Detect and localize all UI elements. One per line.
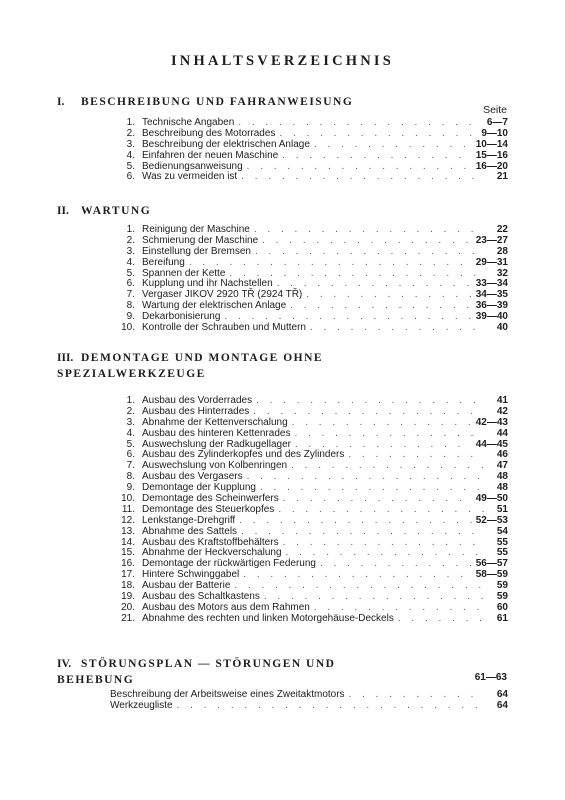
entry-number: 1. <box>126 224 135 235</box>
entry-title: Beschreibung der Arbeitsweise eines Zweitaktmotors <box>110 689 345 700</box>
section-heading-1: I. BESCHREIBUNG UND FAHRANWEISUNG <box>57 96 354 108</box>
entry-number: 6. <box>126 171 135 183</box>
entry-title: Demontage des Scheinwerfers <box>142 493 279 505</box>
section-2-list <box>110 225 508 334</box>
entry-title: Bereifung <box>142 256 185 268</box>
entry-page: 55 <box>496 536 508 548</box>
entry-title: Kupplung und ihr Nachstellen <box>142 278 273 290</box>
entry-number: 8. <box>126 300 135 312</box>
entry-title: Einstellung der Bremsen <box>142 245 251 257</box>
entry-title: Auswechslung der Radkugellager <box>142 438 291 450</box>
entry-title: Vergaser JIKOV 2920 TŘ (2924 TŘ) <box>142 289 303 301</box>
entry-number: 5. <box>126 267 135 279</box>
leader-dots <box>291 461 484 472</box>
entry-number: 11. <box>121 503 135 515</box>
leader-dots <box>189 258 472 269</box>
leader-dots <box>260 483 484 494</box>
page-title: INHALTSVERZEICHNIS <box>170 53 395 69</box>
entry-number: 4. <box>126 427 135 439</box>
entry-title: Ausbau des Vorderrades <box>142 395 253 406</box>
entry-title: Wartung der elektrischen Anlage <box>142 300 287 312</box>
entry-number: 2. <box>126 405 135 417</box>
entry-page: 23—27 <box>475 234 508 246</box>
entry-page: 60 <box>496 601 508 613</box>
entry-number: 1. <box>126 117 135 128</box>
entry-title: Reinigung der Maschine <box>142 224 250 235</box>
entry-page: 39—40 <box>475 311 508 323</box>
section-4-list <box>110 690 508 712</box>
leader-dots <box>243 570 471 581</box>
entry-title: Ausbau des hinteren Kettenrades <box>142 427 291 439</box>
leader-dots <box>277 279 472 290</box>
leader-dots <box>398 614 484 625</box>
entry-number: 20. <box>121 601 135 613</box>
entry-title: Werkzeugliste <box>110 699 173 711</box>
entry-page: 52—53 <box>475 514 508 526</box>
leader-dots <box>290 301 472 312</box>
entry-number: 10. <box>121 322 135 334</box>
entry-title: Abnahme des rechten und linken Motorgehäuse-Deckels <box>142 612 394 624</box>
entry-page: 64 <box>496 699 508 711</box>
entry-title: Bedienungsanweisung <box>142 160 243 172</box>
entry-page: 59 <box>496 580 508 592</box>
leader-dots <box>349 690 484 701</box>
entry-title: Was zu vermeiden ist <box>142 171 238 183</box>
entry-page: 61 <box>496 612 508 624</box>
entry-title: Beschreibung der elektrischen Anlage <box>142 138 310 150</box>
entry-title: Kontrolle der Schrauben und Muttern <box>142 322 306 334</box>
entry-page: 21 <box>496 171 508 183</box>
entry-page: 59 <box>496 591 508 603</box>
leader-dots <box>320 559 472 570</box>
entry-number: 7. <box>126 289 135 301</box>
entry-title: Demontage der rückwärtigen Federung <box>142 558 316 570</box>
leader-dots <box>292 418 472 429</box>
leader-dots <box>177 701 484 712</box>
section-3-list <box>110 396 508 625</box>
entry-number: 3. <box>126 138 135 150</box>
entry-number: 16. <box>121 558 135 570</box>
entry-page: 44—45 <box>475 438 508 450</box>
leader-dots <box>278 505 484 516</box>
entry-number: 15. <box>121 547 135 559</box>
entry-number: 3. <box>126 245 135 257</box>
entry-page: 56—57 <box>475 558 508 570</box>
entry-page: 28 <box>496 245 508 257</box>
entry-number: 5. <box>126 160 135 172</box>
entry-page: 42—43 <box>475 416 508 428</box>
leader-dots <box>254 225 484 236</box>
toc-entry <box>110 323 508 334</box>
entry-title: Hintere Schwinggabel <box>142 569 240 581</box>
section-1-list <box>110 118 508 183</box>
entry-number: 10. <box>121 493 135 505</box>
section-heading-2: II. WARTUNG <box>57 205 152 217</box>
entry-page: 32 <box>496 267 508 279</box>
entry-number: 9. <box>126 311 135 323</box>
entry-number: 18. <box>121 580 135 592</box>
entry-title: Auswechslung von Kolbenringen <box>142 460 288 472</box>
entry-page: 55 <box>496 547 508 559</box>
entry-number: 2. <box>126 127 135 139</box>
entry-page: 44 <box>496 427 508 439</box>
leader-dots <box>310 323 484 334</box>
leader-dots <box>239 516 472 527</box>
toc-entry <box>110 172 508 183</box>
entry-page: 22 <box>496 224 508 235</box>
leader-dots <box>283 494 472 505</box>
entry-number: 6. <box>126 449 135 461</box>
leader-dots <box>314 140 472 151</box>
entry-page: 29—31 <box>475 256 508 268</box>
entry-page: 15—16 <box>475 149 508 161</box>
entry-title: Spannen der Kette <box>142 267 226 279</box>
entry-title: Schmierung der Maschine <box>142 234 259 246</box>
leader-dots <box>262 236 472 247</box>
entry-page: 34—35 <box>475 289 508 301</box>
entry-page: 9—10 <box>481 127 508 139</box>
entry-page: 48 <box>496 471 508 483</box>
entry-page: 51 <box>496 503 508 515</box>
entry-page: 36—39 <box>475 300 508 312</box>
entry-number: 21. <box>121 612 135 624</box>
entry-number: 6. <box>126 278 135 290</box>
entry-page: 58—59 <box>475 569 508 581</box>
section-heading-4: IV. STÖRUNGSPLAN — STÖRUNGEN UND BEHEBUNG <box>57 658 336 686</box>
entry-title: Beschreibung des Motorrades <box>142 127 276 139</box>
entry-page: 54 <box>496 525 508 537</box>
entry-title: Einfahren der neuen Maschine <box>142 149 279 161</box>
entry-page: 47 <box>496 460 508 472</box>
entry-title: Demontage des Steuerkopfes <box>142 503 275 515</box>
entry-page: 42 <box>496 405 508 417</box>
entry-number: 12. <box>121 514 135 526</box>
entry-page: 41 <box>496 395 508 406</box>
entry-page: 40 <box>496 322 508 334</box>
seite-label: Seite <box>483 104 507 116</box>
leader-dots <box>253 407 484 418</box>
entry-title: Ausbau des Kraftstoffbehälters <box>142 536 279 548</box>
entry-page: 33—34 <box>475 278 508 290</box>
entry-number: 14. <box>121 536 135 548</box>
entry-title: Lenkstange-Drehgriff <box>142 514 236 526</box>
leader-dots <box>348 450 484 461</box>
entry-page: 64 <box>496 689 508 700</box>
entry-title: Ausbau des Schaltkastens <box>142 591 260 603</box>
entry-title: Abnahme der Heckverschalung <box>142 547 282 559</box>
leader-dots <box>241 172 484 183</box>
section-heading-3: III. DEMONTAGE UND MONTAGE OHNE SPEZIALWERKZEUGE <box>57 352 324 380</box>
toc-entry <box>110 151 508 162</box>
entry-number: 13. <box>121 525 135 537</box>
entry-number: 4. <box>126 256 135 268</box>
entry-number: 8. <box>126 471 135 483</box>
entry-number: 9. <box>126 482 135 494</box>
entry-number: 17. <box>121 569 135 581</box>
entry-title: Ausbau des Vergasers <box>142 471 243 483</box>
entry-page: 10—14 <box>475 138 508 150</box>
entry-page: 16—20 <box>475 160 508 172</box>
entry-title: Ausbau des Motors aus dem Rahmen <box>142 601 310 613</box>
entry-page: 46 <box>496 449 508 461</box>
leader-dots <box>247 162 472 173</box>
toc-entry <box>110 614 508 625</box>
entry-title: Technische Angaben <box>142 117 235 128</box>
entry-number: 5. <box>126 438 135 450</box>
leader-dots <box>255 247 484 258</box>
entry-number: 2. <box>126 234 135 246</box>
entry-page: 6—7 <box>486 117 508 128</box>
leader-dots <box>282 151 472 162</box>
entry-number: 1. <box>126 395 135 406</box>
leader-dots <box>294 429 484 440</box>
toc-entry <box>110 258 508 269</box>
leader-dots <box>306 290 471 301</box>
entry-page: 49—50 <box>475 493 508 505</box>
entry-number: 3. <box>126 416 135 428</box>
entry-title: Ausbau des Hinterrades <box>142 405 250 417</box>
entry-title: Ausbau der Batterie <box>142 580 231 592</box>
entry-title: Abnahme der Kettenverschalung <box>142 416 288 428</box>
entry-title: Abnahme des Sattels <box>142 525 238 537</box>
entry-number: 4. <box>126 149 135 161</box>
leader-dots <box>234 581 484 592</box>
entry-number: 19. <box>121 591 135 603</box>
toc-entry <box>110 527 508 538</box>
entry-title: Demontage der Kupplung <box>142 482 256 494</box>
entry-title: Ausbau des Zylinderkopfes und des Zylinders <box>142 449 345 461</box>
entry-number: 7. <box>126 460 135 472</box>
section-4-pages: 61—63 <box>474 672 507 683</box>
leader-dots <box>256 396 484 407</box>
toc-entry <box>110 701 508 712</box>
toc-entry <box>110 429 508 440</box>
leader-dots <box>241 527 484 538</box>
leader-dots <box>283 538 484 549</box>
entry-title: Dekarbonisierung <box>142 311 221 323</box>
entry-page: 48 <box>496 482 508 494</box>
leader-dots <box>247 472 484 483</box>
